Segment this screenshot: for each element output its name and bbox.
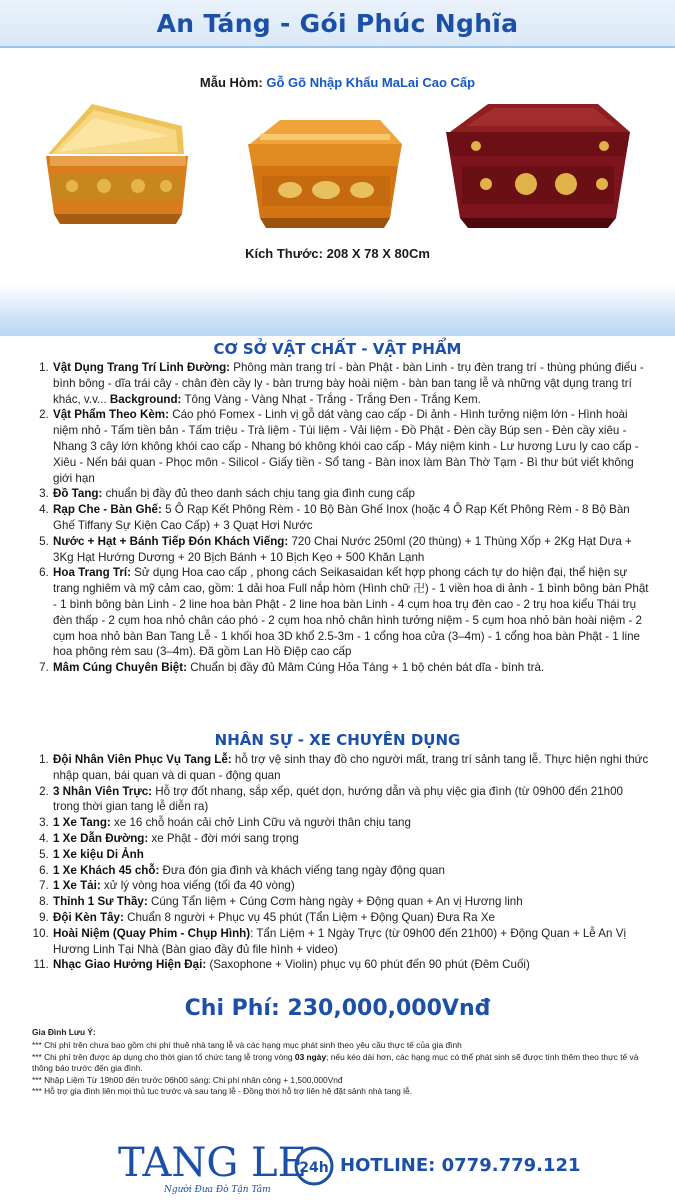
coffin-open-image xyxy=(42,96,192,238)
notes-title: Gia Đình Lưu Ý: xyxy=(32,1027,96,1037)
note-line: *** Nhập Liệm Từ 19h00 đến trước 06h00 sáng: Chi phí nhân công + 1,500,000Vnđ xyxy=(32,1074,343,1085)
coffin-closed-orange-image xyxy=(240,114,410,238)
coffin-closed-red-image xyxy=(436,100,636,238)
list-item: 8. Thỉnh 1 Sư Thầy: Cúng Tẩn liệm + Cúng Cơm hàng ngày + Động quan + An vị Hương linh xyxy=(52,894,652,910)
list-item: 4. 1 Xe Dẫn Đường: xe Phật - đời mới sang trọng xyxy=(52,831,652,847)
hotline[interactable]: HOTLINE: 0779.779.121 xyxy=(340,1155,581,1176)
page-title: An Táng - Gói Phúc Nghĩa xyxy=(156,8,519,38)
list-item: 9. Đội Kèn Tây: Chuẩn 8 người + Phục vụ 45 phút (Tẩn Liệm + Động Quan) Đưa Ra Xe xyxy=(52,910,652,926)
list-item: 2. 3 Nhân Viên Trực: Hỗ trợ đốt nhang, sắp xếp, quét dọn, hướng dẫn và phụ việc gia đình (từ 09h00 đến 21h00 trong thời gian tang lễ diễn ra) xyxy=(52,784,652,816)
list-item: 6. Hoa Trang Trí: Sử dụng Hoa cao cấp , phong cách Seikasaidan kết hợp phong cách tự do hiện đại, thể hiện sự trang nghiêm và mỹ cảm cao, gồm: 1 dải hoa Full nắp hòm (Hình chữ 卍) - 1 viền hoa di ảnh - 1 bình bông bàn Phật - 1 bình bông bàn Linh - 2 line hoa bàn Phật - 2 line hoa bàn Linh - 4 cụm hoa trụ đèn cao - 2 trụ hoa kiểu Thái trụ đèn thấp - 2 cụm hoa nhỏ chân cáo phó - 2 cụm hoa nhỏ chân hình tưởng niệm - 5 cụm hoa nhỏ bàn hoài niệm - 2 cụm hoa nhỏ bàn Ban Tang Lễ - 1 khối hoa 3D khổ 2.5-3m - 1 cổng hoa cửa (3–4m) - 1 cổng hoa bàn Phật - 1 line hoa phông rèm sau (3–4m). Đã gồm Lan Hồ Điệp cao cấp xyxy=(52,565,652,660)
list-item: 3. Đồ Tang: chuẩn bị đầy đủ theo danh sách chịu tang gia đình cung cấp xyxy=(52,486,652,502)
list-item: 11. Nhạc Giao Hưởng Hiện Đại: (Saxophone + Violin) phục vụ 60 phút đến 90 phút (Đêm Cuối) xyxy=(52,957,652,973)
note-line: *** Chi phí trên được áp dụng cho thời gian tổ chức tang lễ trong vòng 03 ngày; nếu kéo dài hơn, các hạng mục có thể phát sinh sẽ được tính thêm theo thực tế và thông báo trước đến gia đình. xyxy=(32,1051,639,1074)
list-item: 5. 1 Xe kiệu Di Ảnh xyxy=(52,847,652,863)
list-item: 6. 1 Xe Khách 45 chỗ: Đưa đón gia đình và khách viếng tang ngày động quan xyxy=(52,863,652,879)
logo-brand: TANG LE xyxy=(118,1140,307,1186)
total-cost: Chi Phí: 230,000,000Vnđ xyxy=(184,996,491,1021)
coffin-images xyxy=(0,96,675,238)
header-banner xyxy=(0,0,675,48)
coffin-model xyxy=(0,75,675,90)
list-item: 7. Mâm Cúng Chuyên Biệt: Chuẩn bị đầy đủ Mâm Cúng Hỏa Táng + 1 bộ chén bát dĩa - bình trà. xyxy=(52,660,652,676)
family-notes xyxy=(32,1027,652,1097)
list-item: 7. 1 Xe Tải: xử lý vòng hoa viếng (tối đa 40 vòng) xyxy=(52,878,652,894)
decorative-band xyxy=(0,284,675,336)
list-item: 2. Vật Phẩm Theo Kèm: Cáo phó Fomex - Linh vị gỗ dát vàng cao cấp - Di ảnh - Hình tưởng niệm lớn - Hình hoài niệm nhỏ - Tấm tiền bản - Tấm triệu - Trà liệm - Túi liệm - Vải liệm - Đồ Phật - Đèn cầy Búp sen - Đèn cầy xiêu - Nhang 3 cây lớn không khói cao cấp - Nhang bó không khói cao cấp - Máy niệm kinh - Lư hương Lưu ly cao cấp - Xiêu - Nến bái quan - Phọc môn - Silicol - Giấy tiền - Sổ tang - Bàn inox làm Bàn Thờ Tạm - Bì thư bút viết không giới hạn xyxy=(52,407,652,486)
size-label: Kích Thước: xyxy=(245,246,323,261)
list-item: 3. 1 Xe Tang: xe 16 chỗ hoán cải chở Linh Cữu và người thân chịu tang xyxy=(52,815,652,831)
tang-le-logo xyxy=(118,1136,338,1196)
size-value: 208 X 78 X 80Cm xyxy=(326,246,430,261)
model-value: Gỗ Gõ Nhập Khẩu MaLai Cao Cấp xyxy=(266,75,476,90)
facilities-list xyxy=(40,360,652,676)
list-item: 10. Hoài Niệm (Quay Phim - Chụp Hình): Tẩn Liệm + 1 Ngày Trực (từ 09h00 đến 21h00) + Động Quan + Lễ An Vị Hương Linh Tại Nhà (Bàn giao đầy đủ file hình + video) xyxy=(52,926,652,958)
list-item: 1. Vật Dụng Trang Trí Linh Đường: Phông màn trang trí - bàn Phật - bàn Linh - trụ đèn trang trí - thùng phúng điếu - bình bông - dĩa trái cây - chân đèn cầy ly - bàn trưng bày hoài niệm - bàn ban tang lễ và những vật dụng trang trí khác, v.v... Background: Tông Vàng - Vàng Nhạt - Trắng - Trắng Đen - Trắng Kem. xyxy=(52,360,652,407)
list-item: 5. Nước + Hạt + Bánh Tiếp Đón Khách Viếng: 720 Chai Nước 250ml (20 thùng) + 1 Thùng Xốp + 2Kg Hạt Dưa + 3Kg Hạt Hướng Dương + 20 Bịch Bánh + 10 Bịch Kẹo + 500 Khăn Lạnh xyxy=(52,534,652,566)
section-heading-facilities: CƠ SỞ VẬT CHẤT - VẬT PHẨM xyxy=(213,340,462,358)
note-line: *** Hỗ trợ gia đình liên mọi thủ tục trước và sau tang lễ - Đồng thời hỗ trợ liên hệ đặt sảnh nhà tang lễ. xyxy=(32,1086,412,1097)
list-item: 4. Rạp Che - Bàn Ghế: 5 Ô Rạp Kết Phông Rèm - 10 Bộ Bàn Ghế Inox (hoặc 4 Ô Rạp Kết Phông Rèm - 8 Bộ Bàn Ghế Tiffany Sự Kiện Cao Cấp) + 3 Quạt Hơi Nước xyxy=(52,502,652,534)
section-heading-staff-vehicles: NHÂN SỰ - XE CHUYÊN DỤNG xyxy=(214,731,461,749)
logo-badge: 24h xyxy=(299,1160,329,1176)
coffin-size xyxy=(0,246,675,261)
logo-slogan: Người Đưa Đò Tận Tâm xyxy=(164,1185,271,1195)
model-label: Mẫu Hòm: xyxy=(199,75,263,90)
list-item: 1. Đội Nhân Viên Phục Vụ Tang Lễ: hỗ trợ vệ sinh thay đồ cho người mất, trang trí sảnh tang lễ. Thực hiện nghi thức nhập quan, bái quan và di quan - động quan xyxy=(52,752,652,784)
staff-vehicles-list xyxy=(40,752,652,973)
note-line: *** Chi phí trên chưa bao gồm chi phí thuê nhà tang lễ và các hạng mục phát sinh theo yêu cầu thực tế của gia đình xyxy=(32,1040,462,1051)
